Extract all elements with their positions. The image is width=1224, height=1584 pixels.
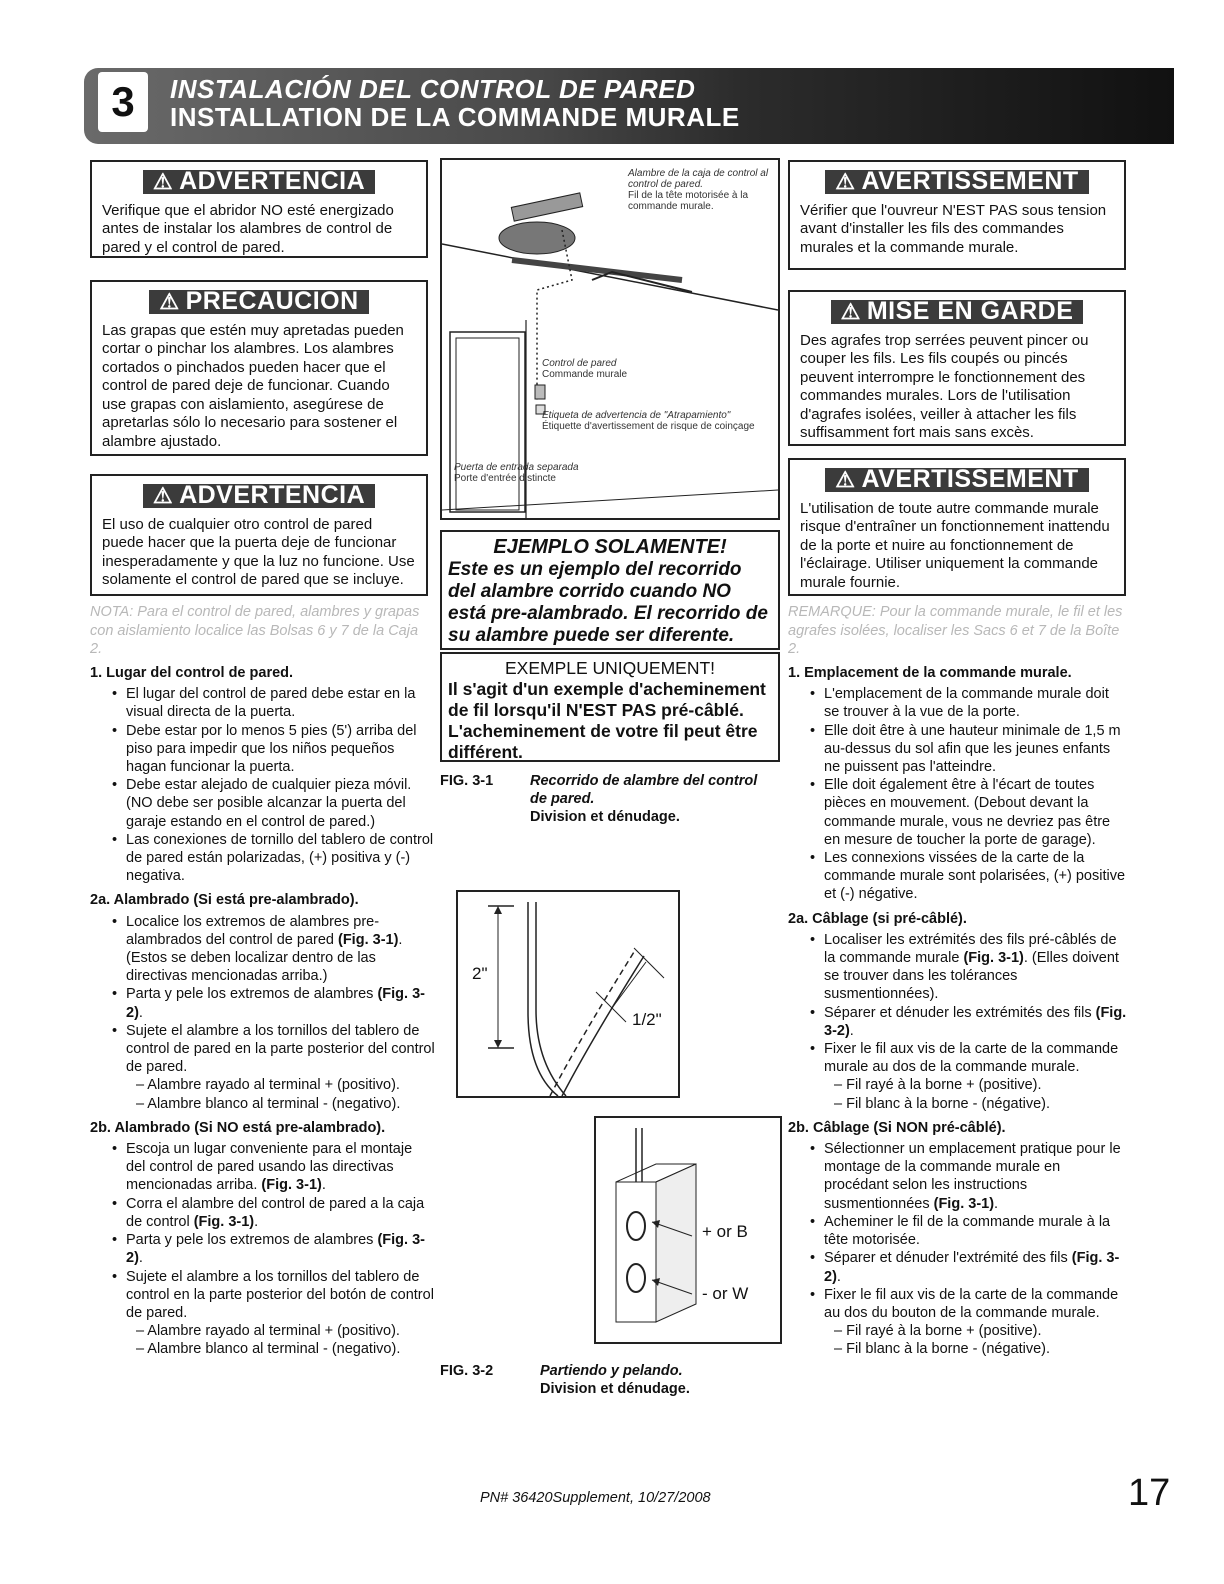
- terminal-plus-label: + or B: [702, 1222, 748, 1241]
- dash-item: – Alambre blanco al terminal - (negativo).: [136, 1341, 401, 1358]
- warning-text: L'utilisation de toute autre commande murale risque d'entraîner un fonctionnement inattendu de la porte et nuire au fonctionnement de l'éclairage. Utiliser uniquement la commande murale fournie.: [800, 499, 1110, 591]
- list-item: • Sélectionner un emplacement pratique pour le montage de la commande murale en procédant selon les instructions susmentionnées (Fig. 3-1).: [824, 1140, 1128, 1213]
- list-item: • Debe estar por lo menos 5 pies (5') arriba del piso para impedir que los niños pequeños hagan funcionar la puerta.: [126, 722, 435, 777]
- step2a-list: [90, 913, 435, 1113]
- caution-badge: ⚠ PRECAUCIÓN: [149, 290, 368, 314]
- diagram-label-wire: Alambre de la caja de control al control de pared. Fil de la tête motorisée à la commande murale.: [628, 168, 769, 212]
- diagram-label-warning-tag: Etiqueta de advertencia de "Atrapamiento" Étiquette d'avertissement de risque de coinçage: [542, 410, 755, 432]
- figure-3-1-caption: Recorrido de alambre del control de pared. Division et dénudage.: [530, 773, 758, 825]
- dimension-2-inch: 2": [472, 964, 488, 983]
- warning-text: El uso de cualquier otro control de pared puede hacer que la puerta deje de funcionar inesperadamente y que la luz no funcione. Use solamente el control de pared que se incluye.: [102, 515, 415, 588]
- list-item: • Les connexions vissées de la carte de la commande murale sont polarisées, (+) positive et (-) négative.: [824, 849, 1128, 904]
- instructions-fr: [788, 658, 1128, 1363]
- part-number: PN# 36420Supplement, 10/27/2008: [480, 1490, 711, 1506]
- figure-3-2-strip-diagram: [456, 890, 680, 1098]
- list-item: • Fixer le fil aux vis de la carte de la commande au dos du bouton de la commande murale. – Fil rayé à la borne + (positive). – Fil blanc à la borne - (négative).: [824, 1286, 1128, 1359]
- list-item: • Elle doit être à une hauteur minimale de 1,5 m au-dessus du sol afin que les jeunes enfants ne puissent pas l'atteindre.: [824, 722, 1128, 777]
- caution-box-fr: [788, 290, 1126, 446]
- step2a-list: [788, 931, 1128, 1113]
- list-item: • Elle doit également être à l'écart de toutes pièces en mouvement. (Debout devant la commande murale, vous ne devriez pas être en mesure de toucher la porte de garage).: [824, 776, 1128, 849]
- step1-list: [788, 685, 1128, 903]
- dash-item: – Fil rayé à la borne + (positive).: [834, 1323, 1042, 1340]
- list-item: • Parta y pele los extremos de alambres (Fig. 3-2).: [126, 985, 435, 1021]
- step2a-title: 2a. Alambrado (Si está pre-alambrado).: [90, 892, 359, 909]
- dash-item: – Fil rayé à la borne + (positive).: [834, 1077, 1042, 1094]
- caution-text: Las grapas que estén muy apretadas pueden cortar o pinchar los alambres. Los alambres cortados o pinchados pueden hacer que el control de pared deje de funcionar. Cuando use grapas con aislamiento, asegúrese de apretarlas sólo lo necesario para sostener el alambre ajustado.: [102, 321, 404, 450]
- figure-3-2-control-box: [594, 1116, 782, 1344]
- example-box-fr: EXEMPLE UNIQUEMENT! Il s'agit d'un exemple d'acheminement de fil lorsqu'il N'EST PAS pré-câblé. L'acheminement de votre fil peut être différent.: [440, 652, 780, 762]
- dash-item: – Fil blanc à la borne - (négative).: [834, 1095, 1050, 1112]
- list-item: • Debe estar alejado de cualquier pieza móvil. (NO debe ser posible alcanzar la puerta del garaje estando en el control de pared.): [126, 776, 435, 831]
- list-item: • Séparer et dénuder les extrémités des fils (Fig. 3-2).: [824, 1004, 1128, 1040]
- step1-title: 1. Emplacement de la commande murale.: [788, 665, 1072, 681]
- list-item: • Fixer le fil aux vis de la carte de la commande murale au dos de la commande murale. – Fil rayé à la borne + (positive). – Fil blanc à la borne - (négative).: [824, 1040, 1128, 1113]
- list-item: • Corra el alambre del control de pared a la caja de control (Fig. 3-1).: [126, 1195, 435, 1231]
- step2a-title: 2a. Câblage (si pré-câblé).: [788, 910, 967, 927]
- instructions-es: [90, 658, 435, 1363]
- warning-badge: ⚠ AVERTISSEMENT: [825, 468, 1088, 492]
- list-item: • Sujete el alambre a los tornillos del tablero de control en la parte posterior del botón de control de pared. – Alambre rayado al terminal + (positivo). – Alambre blanco al terminal - (negativo).: [126, 1268, 435, 1359]
- step2b-title: 2b. Alambrado (Si NO está pre-alambrado).: [90, 1119, 386, 1136]
- list-item: • Localiser les extrémités des fils pré-câblés de la commande murale (Fig. 3-1). (Elles doivent se trouver dans les tolérances susmentionnées).: [824, 931, 1128, 1004]
- dimension-half-inch: 1/2": [632, 1010, 662, 1029]
- list-item: • Escoja un lugar conveniente para el montaje del control de pared usando las directivas mencionadas arriba. (Fig. 3-1).: [126, 1140, 435, 1195]
- step2b-list: [90, 1140, 435, 1358]
- list-item: • Sujete el alambre a los tornillos del tablero de control de pared en la parte posterior del control de pared. – Alambre rayado al terminal + (positivo). – Alambre blanco al terminal - (negativo).: [126, 1022, 435, 1113]
- list-item: • Parta y pele los extremos de alambres (Fig. 3-2).: [126, 1231, 435, 1267]
- list-item: • L'emplacement de la commande murale doit se trouver à la vue de la porte.: [824, 685, 1128, 721]
- caution-badge: ⚠ MISE EN GARDE: [831, 300, 1084, 324]
- diagram-label-door: Puerta de entrada separada Porte d'entrée distincte: [454, 462, 579, 484]
- list-item: • Séparer et dénuder l'extrémité des fils (Fig. 3-2).: [824, 1249, 1128, 1285]
- terminal-minus-label: - or W: [702, 1284, 749, 1303]
- step2b-list: [788, 1140, 1128, 1358]
- figure-3-2-number: FIG. 3-2: [440, 1363, 494, 1379]
- dash-item: – Alambre rayado al terminal + (positivo).: [136, 1323, 400, 1340]
- warning-triangle-icon: ⚠: [152, 483, 174, 508]
- section-title-es: INSTALACIÓN DEL CONTROL DE PARED: [170, 74, 696, 104]
- warning-badge: ⚠ ADVERTENCIA: [143, 170, 375, 194]
- control-box-illustration: [596, 1118, 780, 1342]
- warning-badge: ⚠ ADVERTENCIA: [143, 484, 375, 508]
- step1-list: [90, 685, 435, 885]
- list-item: • El lugar del control de pared debe estar en la visual directa de la puerta.: [126, 685, 435, 721]
- dash-item: – Alambre blanco al terminal - (negativo).: [136, 1095, 401, 1112]
- warning-triangle-icon: ⚠: [835, 467, 856, 492]
- section-title-fr: INSTALLATION DE LA COMMANDE MURALE: [170, 102, 740, 132]
- warning-text: Verifique que el abridor NO esté energizado antes de instalar los alambres de control de pared y el control de pared.: [102, 201, 394, 256]
- caution-box-es: [90, 280, 428, 456]
- step2b-title: 2b. Câblage (Si NON pré-câblé).: [788, 1119, 1006, 1136]
- warning-badge: ⚠ AVERTISSEMENT: [825, 170, 1088, 194]
- step1-title: 1. Lugar del control de pared.: [90, 665, 294, 681]
- note-es: NOTA: Para el control de pared, alambres y grapas con aislamiento localice las Bolsas 6 y 7 de la Caja 2.: [90, 604, 420, 657]
- list-item: • Acheminer le fil de la commande murale à la tête motorisée.: [824, 1213, 1128, 1249]
- figure-3-1-diagram: [440, 158, 780, 520]
- dash-item: – Alambre rayado al terminal + (positivo).: [136, 1077, 400, 1094]
- list-item: • Las conexiones de tornillo del tablero de control de pared están polarizadas, (+) positiva y (-) negativa.: [126, 831, 435, 886]
- warning-box-fr: [788, 160, 1126, 270]
- warning-triangle-icon: ⚠: [835, 169, 856, 194]
- warning-box-es: [90, 160, 428, 258]
- warning-box-fr-2: [788, 458, 1126, 596]
- figure-3-2-caption: Partiendo y pelando. Division et dénudage.: [540, 1363, 690, 1397]
- list-item: • Localice los extremos de alambres pre-alambrados del control de pared (Fig. 3-1). (Estos se deben localizar dentro de las directivas mencionadas arriba.): [126, 913, 435, 986]
- note-fr: REMARQUE: Pour la commande murale, le fil et les agrafes isolées, localiser les Sacs 6 et 7 de la Boîte 2.: [788, 604, 1123, 657]
- warning-triangle-icon: ⚠: [840, 299, 861, 324]
- wire-strip-illustration: [458, 892, 678, 1096]
- warning-triangle-icon: ⚠: [159, 289, 180, 314]
- figure-3-1-number: FIG. 3-1: [440, 773, 494, 789]
- warning-triangle-icon: ⚠: [152, 169, 174, 194]
- warning-text: Vérifier que l'ouvreur N'EST PAS sous tension avant d'installer les fils des commandes murales et la commande murale.: [800, 201, 1107, 256]
- dash-item: – Fil blanc à la borne - (négative).: [834, 1341, 1050, 1358]
- section-number: 3: [98, 72, 148, 132]
- page-number: 17: [1128, 1472, 1171, 1514]
- example-box-es: EJEMPLO SOLAMENTE! Este es un ejemplo del recorrido del alambre corrido cuando NO está pre-alambrado. El recorrido de su alambre puede ser diferente.: [440, 530, 780, 650]
- caution-text: Des agrafes trop serrées peuvent pincer ou couper les fils. Les fils coupés ou pincés peuvent interrompre le fonctionnement des commandes murales. Lors de l'utilisation d'agrafes isolées, veiller à attacher les fils suffisamment fort mais sans excès.: [800, 331, 1089, 441]
- diagram-label-wall-control: Control de pared Commande murale: [542, 358, 628, 380]
- warning-box-es-2: [90, 474, 428, 596]
